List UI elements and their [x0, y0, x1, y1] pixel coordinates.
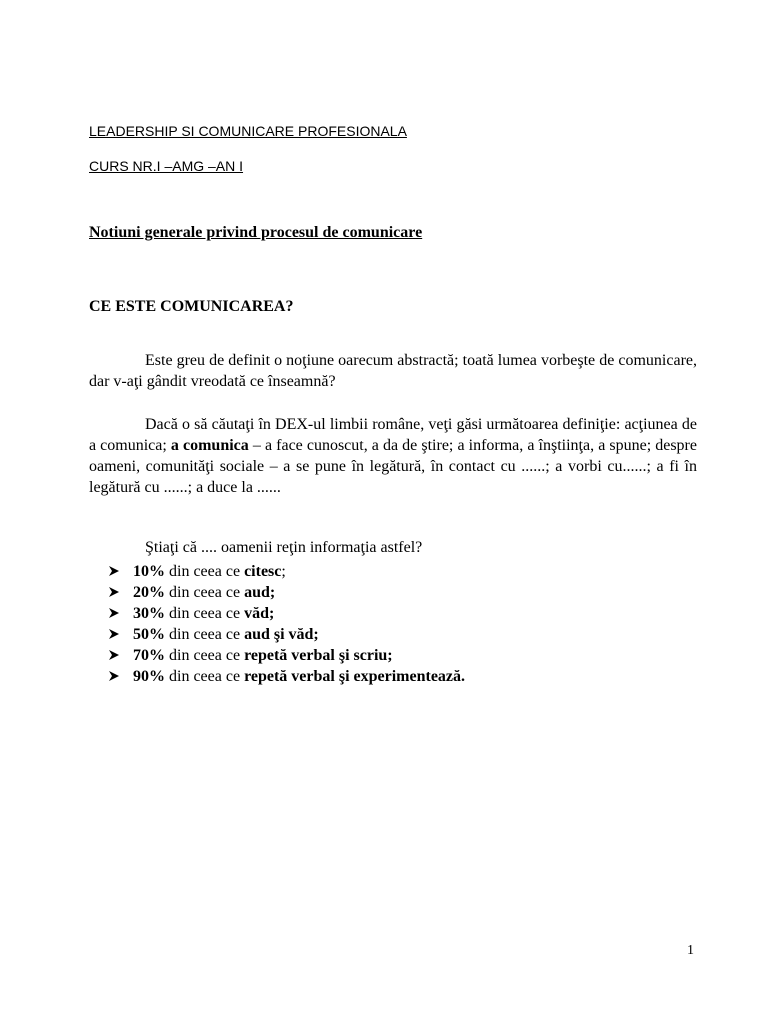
- course-title: LEADERSHIP SI COMUNICARE PROFESIONALA: [89, 123, 407, 139]
- course-number: CURS NR.I –AMG –AN I: [89, 158, 244, 174]
- paragraph-dex-definition: [89, 414, 697, 498]
- arrow-bullet-icon: [108, 628, 120, 640]
- retention-percent: 90%: [133, 668, 165, 685]
- retention-percent: 20%: [133, 584, 165, 601]
- paragraph-dex-text-end: – a face cunoscut, a da de ştire; a informa, a înştiinţa, a spune; despre oameni, comunităţi sociale – a se pune în legătură, în contact cu ......; a vorbi cu......; a fi în legătură cu ......; a duce la ......: [89, 437, 697, 496]
- list-item: [108, 666, 465, 687]
- retention-activity: aud şi văd;: [244, 626, 319, 643]
- retention-activity: repetă verbal şi experimentează.: [244, 668, 466, 685]
- retention-activity: aud;: [244, 584, 276, 601]
- list-item: [108, 561, 465, 582]
- arrow-bullet-icon: [108, 586, 120, 598]
- list-item: [108, 603, 465, 624]
- retention-middle: din ceea ce: [165, 647, 245, 664]
- retention-percent: 10%: [133, 563, 165, 580]
- list-item: [108, 624, 465, 645]
- retention-middle: din ceea ce: [165, 605, 245, 622]
- arrow-bullet-icon: [108, 670, 120, 682]
- list-item: [108, 645, 465, 666]
- retention-middle: din ceea ce: [165, 584, 245, 601]
- arrow-bullet-icon: [108, 649, 120, 661]
- retention-activity: citesc: [244, 563, 282, 580]
- retention-middle: din ceea ce: [165, 626, 245, 643]
- retention-intro: Ştiaţi că .... oamenii reţin informaţia astfel?: [145, 539, 423, 556]
- arrow-bullet-icon: [108, 607, 120, 619]
- list-item: [108, 582, 465, 603]
- section-title: Notiuni generale privind procesul de comunicare: [89, 224, 423, 241]
- question-heading: CE ESTE COMUNICAREA?: [89, 298, 294, 315]
- retention-activity: repetă verbal şi scriu;: [244, 647, 393, 664]
- retention-end: ;: [281, 563, 286, 580]
- retention-middle: din ceea ce: [165, 668, 245, 685]
- arrow-bullet-icon: [108, 565, 120, 577]
- retention-middle: din ceea ce: [165, 563, 245, 580]
- page-number: 1: [687, 943, 694, 958]
- paragraph-dex-bold-term: a comunica: [170, 437, 249, 454]
- paragraph-definition-intro: Este greu de definit o noţiune oarecum abstractă; toată lumea vorbeşte de comunicare, dar v-aţi gândit vreodată ce înseamnă?: [89, 352, 697, 390]
- retention-percent: 30%: [133, 605, 165, 622]
- paragraph-dex-text-start: Dacă o să căutaţi în DEX-ul limbii române, veţi găsi următoarea definiţie: acţiunea de a comunica;: [89, 416, 697, 454]
- retention-percent: 50%: [133, 626, 165, 643]
- retention-activity: văd;: [244, 605, 275, 622]
- retention-percent: 70%: [133, 647, 165, 664]
- retention-list: [108, 561, 465, 687]
